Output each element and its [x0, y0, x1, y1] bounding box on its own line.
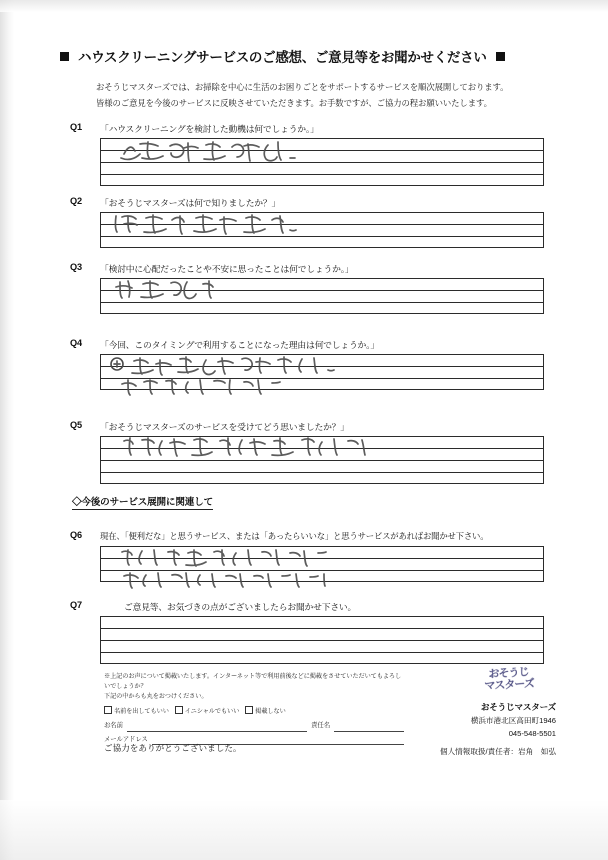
consent-option-initial-label: イニシャルでもいい [184, 707, 240, 715]
square-bullet-left-icon [60, 52, 69, 61]
field-row-name [104, 721, 404, 732]
company-tel: 045-548-5501 [508, 728, 556, 738]
consent-options [104, 705, 404, 717]
answer-box-q5[interactable] [100, 436, 544, 484]
field-label-name: お名前 [104, 721, 123, 729]
scan-edge-top [0, 0, 608, 12]
question-label-q7: Q7 [70, 600, 82, 610]
footnote-line-1: ※上記のお声について掲載いたします。インターネット等で利用前後などに掲載をさせていただいてもよろしいでしょうか？ [104, 673, 402, 691]
scan-edge-bottom [0, 800, 608, 860]
question-text-q5: 「おそうじマスターズのサービスを受けてどう思いましたか？」 [100, 422, 349, 432]
answer-box-q2[interactable] [100, 212, 544, 248]
answer-box-q4[interactable] [100, 354, 544, 390]
checkbox-no-icon[interactable] [245, 706, 253, 714]
section-heading: ◇今後のサービス展開に関連して [72, 494, 213, 510]
question-label-q6: Q6 [70, 530, 82, 540]
question-text-q2: 「おそうじマスターズは何で知りましたか？」 [100, 198, 281, 208]
company-stamp [465, 666, 552, 700]
answer-box-q7[interactable] [100, 616, 544, 664]
question-text-q3: 「検討中に心配だったことや不安に思ったことは何でしょうか。」 [100, 264, 354, 274]
footnote-block [104, 672, 404, 745]
page-title [60, 46, 560, 66]
question-text-q4: 「今回、このタイミングで利用することになった理由は何でしょうか。」 [100, 340, 379, 350]
field-label-email: メールアドレス [104, 735, 148, 743]
question-label-q4: Q4 [70, 338, 82, 348]
answer-box-q6[interactable] [100, 546, 544, 582]
question-label-q5: Q5 [70, 420, 82, 430]
scan-edge-left [0, 0, 14, 860]
field-input-company[interactable] [334, 723, 404, 732]
intro-line-1: おそうじマスターズでは、お掃除を中心に生活のお困りごとをサポートするサービスを順次展開しております。 [96, 82, 509, 92]
consent-option-no[interactable] [245, 705, 285, 717]
intro-paragraph [96, 80, 546, 111]
answer-box-q1[interactable] [100, 138, 544, 186]
question-text-q6: 現在、「便利だな」と思うサービス、または「あったらいいな」と思うサービスがあればお聞かせ下さい。 [100, 531, 489, 541]
question-label-q2: Q2 [70, 196, 82, 206]
company-address: 横浜市港北区高田町1946 [470, 715, 556, 725]
checkbox-initial-icon[interactable] [175, 706, 183, 714]
consent-option-no-label: 掲載しない [255, 707, 286, 715]
question-text-q7: ご意見等、お気づきの点がございましたらお聞かせ下さい。 [124, 602, 357, 612]
answer-box-q3[interactable] [100, 278, 544, 314]
company-privacy-officer: 個人情報取扱/責任者：岩角 如弘 [439, 747, 556, 757]
consent-option-yes[interactable] [104, 705, 169, 717]
company-stamp-line-2: マスターズ [484, 677, 535, 692]
field-input-name[interactable] [127, 723, 307, 732]
company-name: おそうじマスターズ [480, 702, 556, 712]
question-label-q1: Q1 [70, 122, 82, 132]
checkbox-yes-icon[interactable] [104, 706, 112, 714]
thanks-text: ご協力をありがとうございました。 [104, 743, 242, 753]
footnote-line-2: 下記の中からも丸をおつけください。 [104, 693, 208, 701]
consent-option-initial[interactable] [175, 705, 239, 717]
field-label-company: 責任名 [311, 721, 330, 729]
consent-option-yes-label: 名前を出してもいい [114, 707, 169, 715]
square-bullet-right-icon [496, 52, 505, 61]
question-text-q1: 「ハウスクリーニングを検討した動機は何でしょうか。」 [100, 124, 319, 134]
page-title-text: ハウスクリーニングサービスのご感想、ご意見等をお聞かせください [78, 50, 487, 65]
company-info [440, 700, 556, 759]
company-stamp-line-1: おそうじ [488, 665, 529, 681]
intro-line-2: 皆様のご意見を今後のサービスに反映させていただきます。お手数ですが、ご協力の程お願いいたします。 [96, 97, 492, 108]
question-label-q3: Q3 [70, 262, 82, 272]
